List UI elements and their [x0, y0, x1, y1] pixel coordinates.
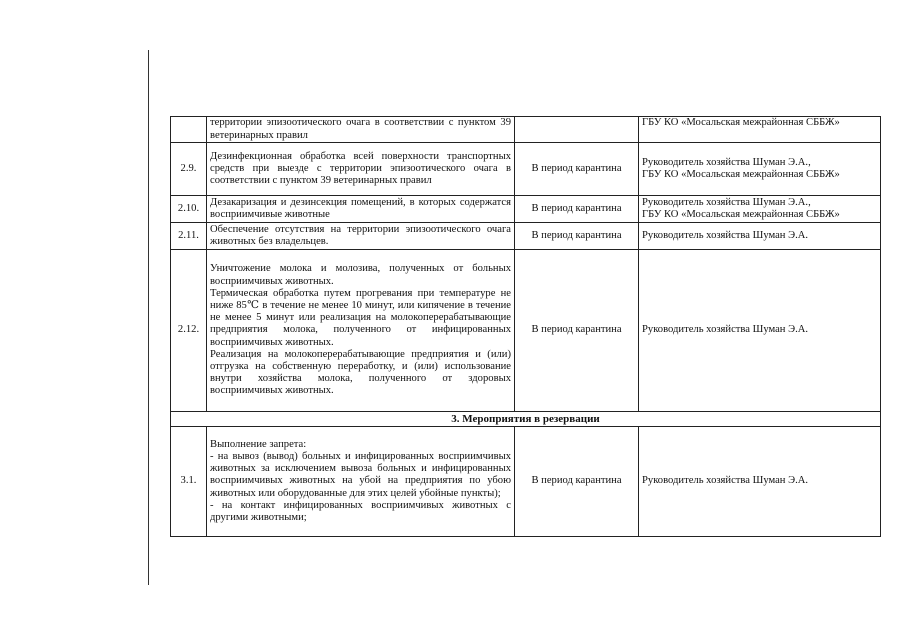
measure-period: В период карантина — [515, 250, 639, 412]
description-text: Термическая обработка путем прогревания при температуре не ниже 85℃ в течение не менее 10 минут, или кипячение в течение не менее 5 минут или реализация на молокоперерабатывающие предприятия молока, полученного от инфицированных восприимчивых животных. — [210, 287, 511, 348]
row-number: 2.12. — [171, 250, 207, 412]
description-text: Дезакаризация и дезинсекция помещений, в которых содержатся восприимчивые животные — [210, 196, 511, 220]
measures-table — [170, 116, 881, 537]
responsible-text: Руководитель хозяйства Шуман Э.А., — [642, 156, 811, 168]
description-text: Реализация на молокоперерабатывающие предприятия и (или) отгрузка на собственную переработку, и (или) использование внутри хозяйства молока, полученного от здоровых восприимчивых животных. — [210, 348, 511, 397]
description-text: - на контакт инфицированных восприимчивых животных с другими животными; — [210, 499, 511, 523]
responsible-text: Руководитель хозяйства Шуман Э.А. — [642, 229, 809, 241]
table-row — [171, 117, 881, 143]
row-number: 2.9. — [171, 143, 207, 196]
responsible-text: Руководитель хозяйства Шуман Э.А. — [642, 475, 809, 487]
section-title: 3. Мероприятия в резервации — [171, 412, 881, 427]
row-number: 2.11. — [171, 223, 207, 250]
row-number: 2.10. — [171, 196, 207, 223]
measure-period: В период карантина — [515, 196, 639, 223]
measure-responsible — [639, 117, 881, 143]
measure-description — [207, 143, 515, 196]
table-row — [171, 250, 881, 412]
measure-description — [207, 223, 515, 250]
measure-responsible — [639, 143, 881, 196]
responsible-text: Руководитель хозяйства Шуман Э.А., — [642, 196, 811, 208]
measure-responsible — [639, 223, 881, 250]
description-text: Обеспечение отсутствия на территории эпизоотического очага животных без владельцев. — [210, 223, 511, 247]
measure-description — [207, 427, 515, 537]
table-row — [171, 427, 881, 537]
measure-description — [207, 250, 515, 412]
table-row — [171, 143, 881, 196]
description-text: Выполнение запрета: — [210, 438, 307, 450]
measure-period: В период карантина — [515, 223, 639, 250]
table-row — [171, 223, 881, 250]
description-text: Дезинфекционная обработка всей поверхности транспортных средств при выезде с территории эпизоотического очага в соответствии с пунктом 39 ветеринарных правил — [210, 150, 511, 187]
responsible-text: ГБУ КО «Мосальская межрайонная СББЖ» — [642, 117, 840, 128]
row-number: 3.1. — [171, 427, 207, 537]
row-number — [171, 117, 207, 143]
measure-description — [207, 196, 515, 223]
description-text: Уничтожение молока и молозива, полученных от больных восприимчивых животных. — [210, 263, 511, 287]
measure-description — [207, 117, 515, 143]
measure-period: В период карантина — [515, 143, 639, 196]
responsible-text: ГБУ КО «Мосальская межрайонная СББЖ» — [642, 209, 840, 220]
measure-responsible — [639, 196, 881, 223]
table-row — [171, 196, 881, 223]
description-text: - на вывоз (вывод) больных и инфицированных восприимчивых животных за исключением вывоза больных и инфицированных восприимчивых животных на убой на предприятия по убою животных или оборудованные для этих целей убойные пункты); — [210, 450, 511, 499]
responsible-text: Руководитель хозяйства Шуман Э.А. — [642, 324, 809, 336]
responsible-text: ГБУ КО «Мосальская межрайонная СББЖ» — [642, 169, 840, 180]
section-header-row — [171, 412, 881, 427]
measure-responsible — [639, 427, 881, 537]
measure-responsible — [639, 250, 881, 412]
measure-period: В период карантина — [515, 427, 639, 537]
page-margin-line — [148, 50, 149, 585]
description-text: территории эпизоотического очага в соответствии с пунктом 39 ветеринарных правил — [210, 117, 511, 141]
measure-period — [515, 117, 639, 143]
